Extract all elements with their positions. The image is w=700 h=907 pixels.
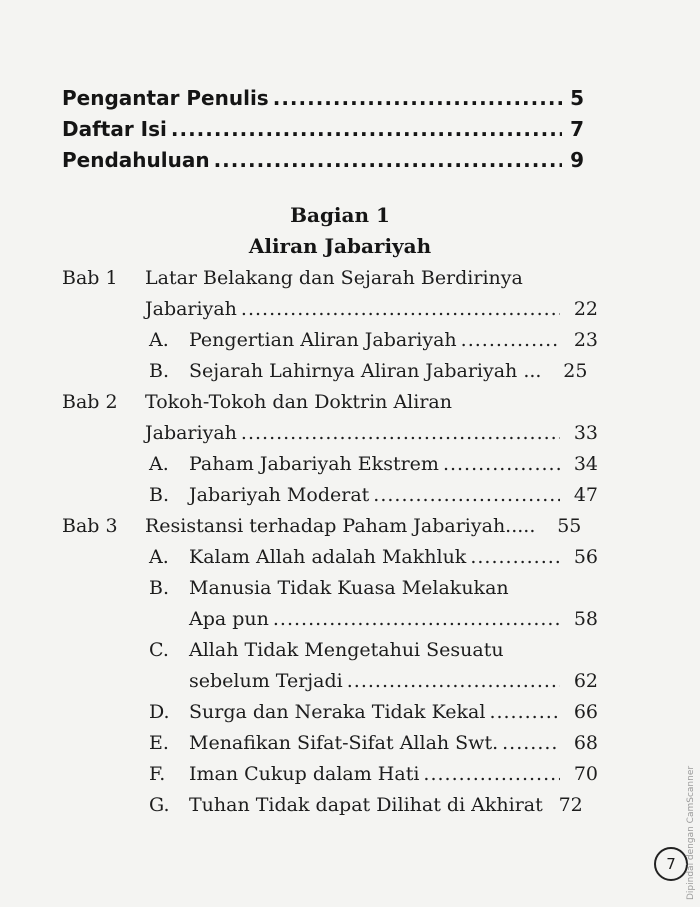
subentry-letter: A. [149,453,169,475]
toc-entry-pengantar [62,86,584,117]
chapter-page: 33 [573,422,598,444]
subentry-page: 47 [573,484,598,506]
dot-leader [461,329,560,351]
dot-leader [443,453,560,475]
chapter-title: Resistansi terhadap Paham Jabariyah..... [145,515,536,537]
chapter-title-line [0,389,700,420]
toc-subentry [0,482,700,513]
subentry-title: Jabariyah Moderat [189,484,370,506]
toc-subentry [0,730,700,761]
subentry-page: 25 [563,360,588,382]
chapter-list [0,265,700,823]
part-title: Aliran Jabariyah [248,234,432,258]
subentry-letter: A. [149,546,169,568]
toc-subentry [0,544,700,575]
dot-leader [373,484,560,506]
dot-leader [273,86,562,110]
chapter-title-line [0,513,700,544]
toc-subentry [0,358,700,389]
subentry-letter: D. [149,701,170,723]
dot-leader [502,732,560,754]
dot-leader [241,422,560,444]
entry-page: 7 [570,117,584,141]
subentry-letter: B. [149,577,170,599]
subentry-title: Allah Tidak Mengetahui Sesuatu [189,639,504,661]
dot-leader [214,148,562,172]
dot-leader [470,546,560,568]
subentry-title: Menafikan Sifat-Sifat Allah Swt. [189,732,499,754]
subentry-page: 23 [573,329,598,351]
dot-leader [241,298,560,320]
dot-leader [489,701,560,723]
toc-subentry [0,637,700,668]
subentry-page: 68 [573,732,598,754]
chapter-label: Bab 2 [62,391,118,413]
subentry-title: Iman Cukup dalam Hati [189,763,420,785]
subentry-title: Tuhan Tidak dapat Dilihat di Akhirat [189,794,543,816]
entry-title: Pengantar Penulis [62,86,269,110]
subentry-title: Paham Jabariyah Ekstrem [189,453,439,475]
subentry-page: 70 [573,763,598,785]
chapter-title: Latar Belakang dan Sejarah Berdirinya [145,267,523,289]
subentry-letter: A. [149,329,169,351]
subentry-title: sebelum Terjadi [189,670,343,692]
toc-entry-pendahuluan [62,148,584,179]
chapter-page: 22 [573,298,598,320]
subentry-page: 56 [573,546,598,568]
chapter-title: Jabariyah [145,298,237,320]
toc-subentry [0,327,700,358]
entry-title: Daftar Isi [62,117,167,141]
part-label: Bagian 1 [290,203,390,227]
toc-subentry-continued [0,668,700,699]
subentry-page: 72 [558,794,583,816]
subentry-title: Sejarah Lahirnya Aliran Jabariyah ... [189,360,542,382]
subentry-page: 58 [573,608,598,630]
toc-subentry [0,761,700,792]
subentry-letter: B. [149,484,170,506]
subentry-title: Manusia Tidak Kuasa Melakukan [189,577,509,599]
subentry-letter: C. [149,639,169,661]
page-number-badge: 7 [654,847,688,881]
front-matter-list [62,86,584,179]
chapter-title: Tokoh-Tokoh dan Doktrin Aliran [145,391,452,413]
chapter-title-line [0,296,700,327]
dot-leader [347,670,560,692]
toc-subentry [0,792,700,823]
chapter-title: Jabariyah [145,422,237,444]
dot-leader [273,608,560,630]
subentry-title: Pengertian Aliran Jabariyah [189,329,457,351]
subentry-letter: B. [149,360,170,382]
entry-page: 5 [570,86,584,110]
subentry-page: 34 [573,453,598,475]
subentry-letter: E. [149,732,169,754]
subentry-page: 66 [573,701,598,723]
toc-subentry-continued [0,606,700,637]
dot-leader [423,763,560,785]
chapter-title-line [0,265,700,296]
subentry-title: Surga dan Neraka Tidak Kekal [189,701,486,723]
chapter-label: Bab 3 [62,515,118,537]
chapter-title-line [0,420,700,451]
toc-subentry [0,699,700,730]
subentry-page: 62 [573,670,598,692]
entry-page: 9 [570,148,584,172]
subentry-title: Apa pun [189,608,269,630]
chapter-label: Bab 1 [62,267,118,289]
scanner-watermark: Dipindai dengan CamScanner [686,765,696,900]
dot-leader [171,117,562,141]
entry-title: Pendahuluan [62,148,210,172]
subentry-letter: G. [149,794,170,816]
toc-subentry [0,451,700,482]
subentry-title: Kalam Allah adalah Makhluk [189,546,467,568]
chapter-page: 55 [557,515,582,537]
toc-subentry [0,575,700,606]
subentry-letter: F. [149,763,166,785]
toc-entry-daftar-isi [62,117,584,148]
part-heading [200,200,480,262]
